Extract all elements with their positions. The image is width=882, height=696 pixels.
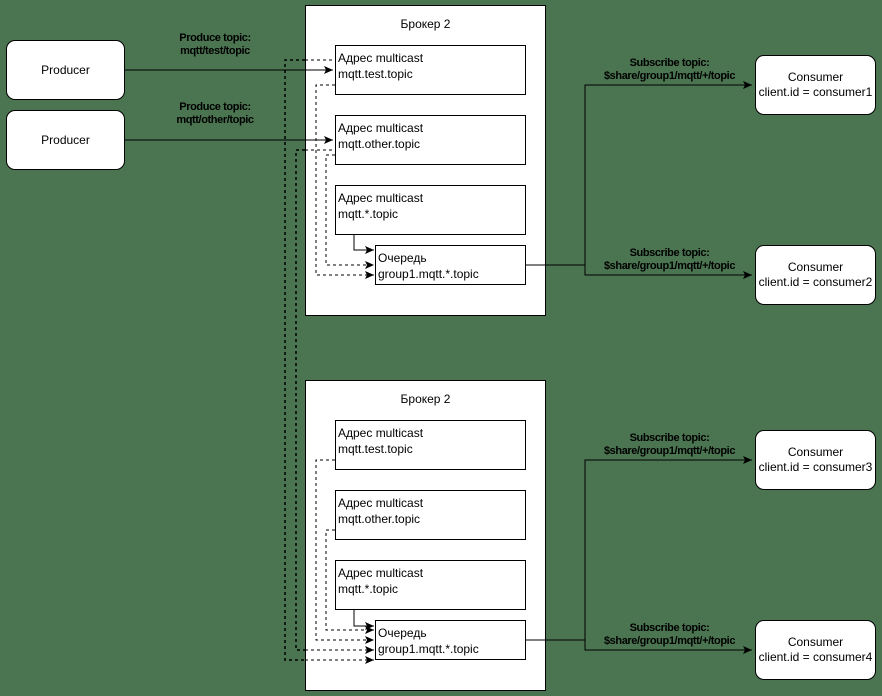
produce-edge-label-2 [160, 101, 270, 127]
queue-group1-1[interactable] [375, 245, 526, 285]
address-multicast-other-2[interactable] [335, 490, 526, 540]
broker-title: Брокер 2 [400, 392, 451, 406]
edge-label-line: Subscribe topic: [629, 622, 710, 634]
edge-label-topic: mqtt/other/topic [176, 114, 254, 126]
edge-label-line: Subscribe topic: [629, 432, 710, 444]
edge-label-line: Produce topic: [179, 101, 251, 113]
edge-label-line: Subscribe topic: [629, 247, 710, 259]
address-name: mqtt.test.topic [338, 67, 413, 81]
address-type: Адрес multicast [338, 566, 424, 580]
consumer-node-1[interactable] [755, 55, 876, 115]
address-name: mqtt.*.topic [338, 207, 399, 221]
consumer-label: Consumer [787, 635, 844, 649]
edge-label-topic: $share/group1/mqtt/+/topic [603, 445, 736, 457]
produce-edge-label-1 [160, 32, 270, 58]
address-type: Адрес multicast [338, 191, 424, 205]
queue-name: group1.mqtt.*.topic [378, 642, 479, 656]
consumer-node-4[interactable] [755, 620, 876, 680]
edge-label-topic: $share/group1/mqtt/+/topic [603, 260, 736, 272]
subscribe-edge-label-3 [592, 432, 747, 458]
producer-label: Producer [41, 132, 90, 147]
edge-label-line: Produce topic: [179, 32, 251, 44]
edge-label-topic: $share/group1/mqtt/+/topic [603, 70, 736, 82]
edge-label-line: Subscribe topic: [629, 57, 710, 69]
consumer-client-id: client.id = consumer1 [758, 85, 873, 99]
address-multicast-wildcard-1[interactable] [335, 185, 526, 235]
address-type: Адрес multicast [338, 51, 424, 65]
consumer-client-id: client.id = consumer3 [758, 460, 873, 474]
consumer-client-id: client.id = consumer2 [758, 275, 873, 289]
address-multicast-test-1[interactable] [335, 45, 526, 95]
producer-label: Producer [41, 62, 90, 77]
subscribe-edge-label-1 [592, 57, 747, 83]
subscribe-edge-label-2 [592, 247, 747, 273]
queue-type: Очередь [378, 626, 427, 640]
queue-type: Очередь [378, 251, 427, 265]
consumer-label: Consumer [787, 445, 844, 459]
address-name: mqtt.other.topic [338, 512, 421, 526]
address-name: mqtt.other.topic [338, 137, 421, 151]
producer-node-1[interactable] [6, 40, 125, 100]
broker-title: Брокер 2 [400, 17, 451, 31]
consumer-node-3[interactable] [755, 430, 876, 490]
address-name: mqtt.test.topic [338, 442, 413, 456]
address-type: Адрес multicast [338, 496, 424, 510]
edge-label-topic: $share/group1/mqtt/+/topic [603, 635, 736, 647]
address-multicast-wildcard-2[interactable] [335, 560, 526, 610]
queue-group1-2[interactable] [375, 620, 526, 660]
edge-label-topic: mqtt/test/topic [180, 45, 250, 57]
address-type: Адрес multicast [338, 121, 424, 135]
subscribe-edge-label-4 [592, 622, 747, 648]
consumer-client-id: client.id = consumer4 [758, 650, 873, 664]
consumer-label: Consumer [787, 260, 844, 274]
address-multicast-test-2[interactable] [335, 420, 526, 470]
producer-node-2[interactable] [6, 110, 125, 170]
address-multicast-other-1[interactable] [335, 115, 526, 165]
consumer-node-2[interactable] [755, 245, 876, 305]
consumer-label: Consumer [787, 70, 844, 84]
queue-name: group1.mqtt.*.topic [378, 267, 479, 281]
address-name: mqtt.*.topic [338, 582, 399, 596]
address-type: Адрес multicast [338, 426, 424, 440]
